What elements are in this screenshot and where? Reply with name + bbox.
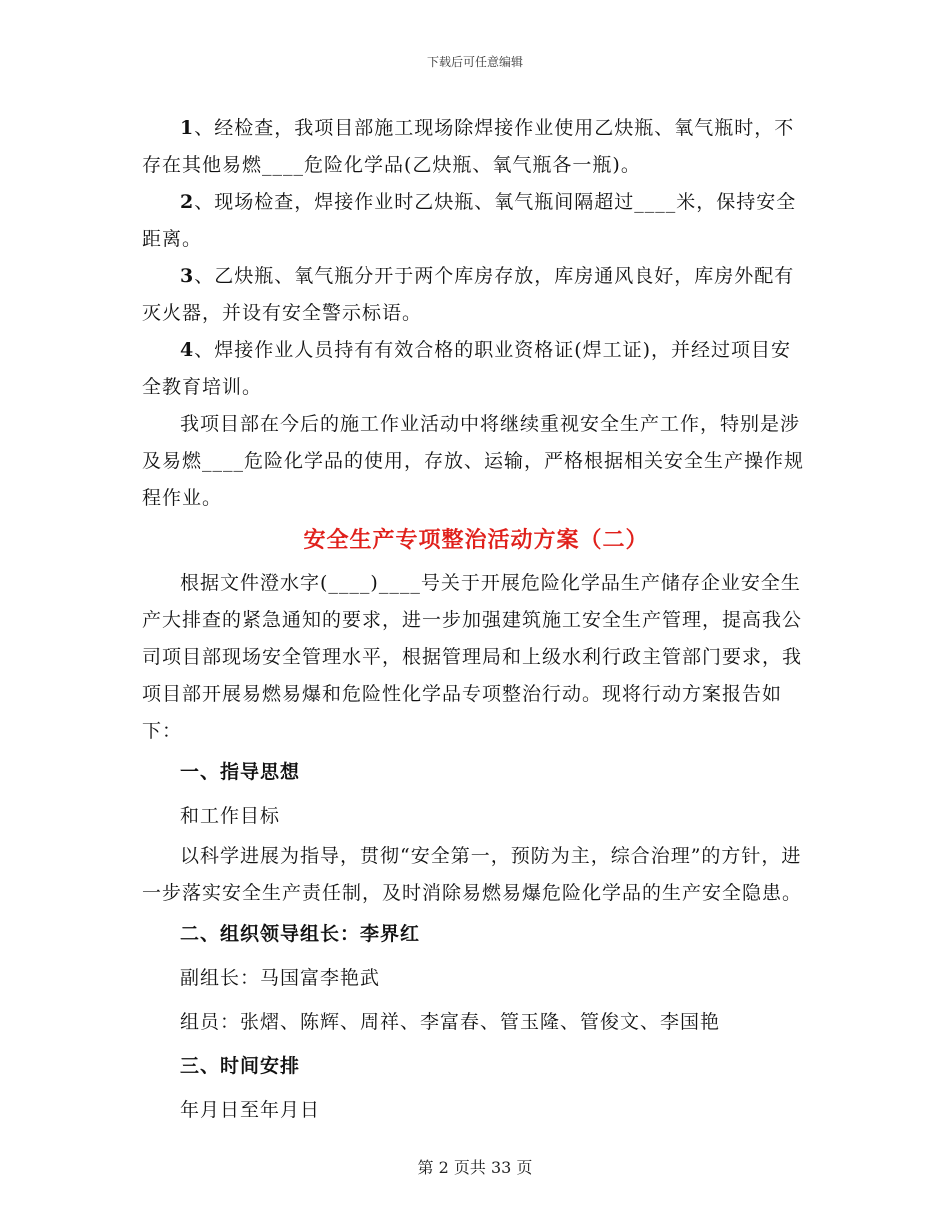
list-number: 4 [180, 339, 195, 361]
list-number: 3 [180, 265, 195, 287]
page-header: 下载后可任意编辑 [426, 55, 523, 69]
heading-schedule: 三、时间安排 [180, 1055, 301, 1077]
team-members: 组员：张熠、陈辉、周祥、李富春、管玉隆、管俊文、李国艳 [180, 1011, 721, 1033]
page-footer: 第 2 页共 33 页 [417, 1158, 533, 1177]
list-item-1 [142, 110, 810, 184]
heading-organization: 二、组织领导组长：李界红 [180, 923, 421, 945]
list-item-4 [142, 332, 810, 406]
list-text: 、焊接作业人员持有有效合格的职业资格证(焊工证)，并经过项目安全教育培训。 [142, 339, 792, 398]
deputy-leaders: 副组长：马国富李艳武 [180, 967, 381, 989]
schedule-dates: 年月日至年月日 [180, 1099, 321, 1121]
heading-guiding-ideology: 一、指导思想 [180, 761, 301, 783]
intro-paragraph: 根据文件澄水字(____)____号关于开展危险化学品生产储存企业安全生产大排查的紧急通知的要求，进一步加强建筑施工安全生产管理，提高我公司项目部现场安全管理水平，根据管理局和上级水利行政主管部门要求，我项目部开展易燃易爆和危险性化学品专项整治行动。现将行动方案报告如下： [142, 572, 803, 742]
list-item-2 [142, 184, 810, 258]
list-text: 、经检查，我项目部施工现场除焊接作业使用乙炔瓶、氧气瓶时，不存在其他易燃____危险化学品(乙炔瓶、氧气瓶各一瓶)。 [142, 117, 795, 176]
list-text: 、现场检查，焊接作业时乙炔瓶、氧气瓶间隔超过____米，保持安全距离。 [142, 191, 797, 250]
list-number: 1 [180, 117, 195, 139]
section-title: 安全生产专项整治活动方案（二） [303, 528, 649, 553]
closing-paragraph: 我项目部在今后的施工作业活动中将继续重视安全生产工作，特别是涉及易燃____危险化学品的使用，存放、运输，严格根据相关安全生产操作规程作业。 [142, 413, 805, 509]
document-body [142, 110, 810, 1132]
list-item-3 [142, 258, 810, 332]
list-number: 2 [180, 191, 195, 213]
subline-work-goals: 和工作目标 [180, 805, 281, 827]
list-text: 、乙炔瓶、氧气瓶分开于两个库房存放，库房通风良好，库房外配有灭火器，并设有安全警示标语。 [142, 265, 795, 324]
guiding-paragraph: 以科学进展为指导，贯彻“安全第一，预防为主，综合治理”的方针，进一步落实安全生产责任制，及时消除易燃易爆危险化学品的生产安全隐患。 [142, 845, 803, 904]
